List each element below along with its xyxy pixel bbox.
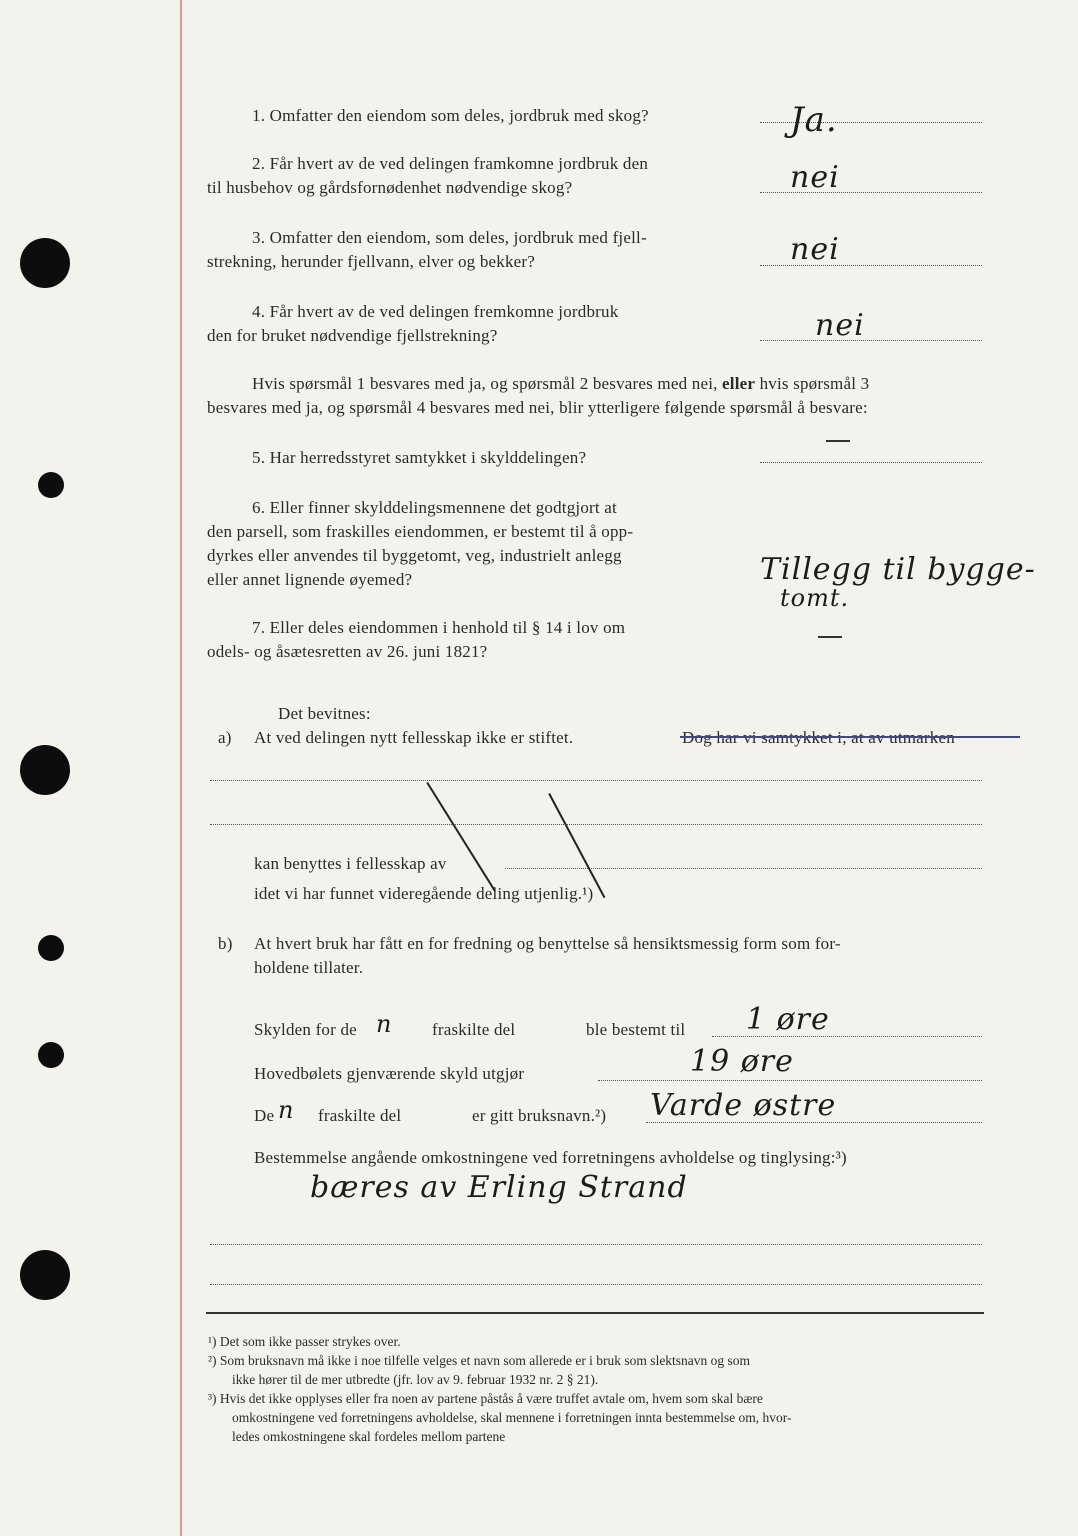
binder-hole [20,1250,70,1300]
question-4-line-2: den for bruket nødvendige fjellstrekning? [207,326,498,345]
answer-5 [826,440,850,442]
answer-6-line-2: tomt. [780,584,850,612]
footnote-2-line-2: ikke hører til de mer utbredte (jfr. lov av 9. februar 1932 nr. 2 § 21). [232,1372,599,1387]
binder-hole [38,1042,64,1068]
binder-hole [20,238,70,288]
answer-line [598,1080,982,1081]
condition-text-eller: eller [722,374,756,393]
answer-7 [818,636,842,638]
blank-line [210,824,982,825]
answer-1: Ja. [790,100,838,140]
question-5: 5. Har herredsstyret samtykket i skylddelingen? [252,448,587,467]
skyld-label-b: fraskilte del [432,1020,516,1039]
condition-line-2: besvares med ja, og spørsmål 4 besvares med nei, blir ytterligere følgende spørsmål å besvare: [207,398,868,417]
certify-intro: Det bevitnes: [278,704,371,723]
condition-line-1 [252,372,869,396]
navn-label-b: fraskilte del [318,1106,402,1125]
certify-a-label: a) [218,728,232,747]
blank-line [210,1244,982,1245]
answer-6-line-1: Tillegg til bygge- [760,552,1036,587]
footnote-3-line-1: ³) Hvis det ikke opplyses eller fra noen av partene påstås å være truffet avtale om, hvem som skal bære [208,1391,763,1406]
binder-hole [38,935,64,961]
footnote-3-line-3: ledes omkostningene skal fordeles mellom partene [232,1429,506,1444]
certify-a-text: At ved delingen nytt fellesskap ikke er stiftet. [254,728,574,747]
blank-line [505,868,982,869]
binder-hole [20,745,70,795]
question-1: 1. Omfatter den eiendom som deles, jordbruk med skog? [252,106,649,125]
navn-label-a: De [254,1106,275,1125]
certify-a-struck-text [682,726,955,750]
skyld-value: 1 øre [746,1002,830,1037]
hoved-label: Hovedbølets gjenværende skyld utgjør [254,1064,525,1083]
bestem-value: bæres av Erling Strand [310,1170,688,1205]
binder-hole [38,472,64,498]
question-3-line-2: strekning, herunder fjellvann, elver og bekker? [207,252,536,271]
question-7-line-1: 7. Eller deles eiendommen i henhold til § 14 i lov om [252,618,626,637]
question-2-line-1: 2. Får hvert av de ved delingen framkomne jordbruk den [252,154,649,173]
skyld-label-c: ble bestemt til [586,1020,686,1039]
answer-4: nei [815,308,865,343]
question-3-line-1: 3. Omfatter den eiendom, som deles, jordbruk med fjell- [252,228,647,247]
blank-line [210,780,982,781]
skyld-hw-suffix: n [376,1010,393,1038]
question-6-line-1: 6. Eller finner skylddelingsmennene det godtgjort at [252,498,617,517]
blank-line [210,1284,982,1285]
condition-text-c: hvis spørsmål 3 [759,374,870,393]
strike-through-line [680,736,1020,738]
footnote-rule [206,1312,984,1314]
question-6-line-3: dyrkes eller anvendes til byggetomt, veg, industrielt anlegg [207,546,622,565]
certify-b-line-2: holdene tillater. [254,958,364,977]
certify-a-line-4: idet vi har funnet videregående deling utjenlig.¹) [254,884,594,903]
answer-line [760,462,982,463]
navn-hw-suffix: n [278,1096,295,1124]
margin-line [180,0,182,1536]
question-4-line-1: 4. Får hvert av de ved delingen fremkomne jordbruk [252,302,619,321]
question-2-line-2: til husbehov og gårdsfornødenhet nødvendige skog? [207,178,573,197]
question-7-line-2: odels- og åsætesretten av 26. juni 1821? [207,642,488,661]
question-6-line-2: den parsell, som fraskilles eiendommen, er bestemt til å opp- [207,522,634,541]
question-6-line-4: eller annet lignende øyemed? [207,570,413,589]
answer-3: nei [790,232,840,267]
skyld-label-a: Skylden for de [254,1020,357,1039]
answer-line [760,340,982,341]
condition-text-a: Hvis spørsmål 1 besvares med ja, og spørsmål 2 besvares med nei, [252,374,718,393]
footnote-2-line-1: ²) Som bruksnavn må ikke i noe tilfelle velges et navn som allerede er i bruk som slektsnavn og som [208,1353,751,1368]
navn-label-c: er gitt bruksnavn.²) [472,1106,607,1125]
footnote-3-line-2: omkostningene ved forretningens avholdelse, skal mennene i forretningen innta bestemmelse om, hvor- [232,1410,792,1425]
bestem-label: Bestemmelse angående omkostningene ved forretningens avholdelse og tinglysing:³) [254,1148,847,1167]
certify-b-label: b) [218,934,233,953]
certify-b-line-1: At hvert bruk har fått en for fredning og benyttelse så hensiktsmessig form som for- [254,934,841,953]
answer-2: nei [790,160,840,195]
footnote-1: ¹) Det som ikke passer strykes over. [208,1334,401,1349]
certify-a-line-3: kan benyttes i fellesskap av [254,854,447,873]
navn-value: Varde østre [650,1088,837,1123]
hoved-value: 19 øre [690,1044,794,1079]
